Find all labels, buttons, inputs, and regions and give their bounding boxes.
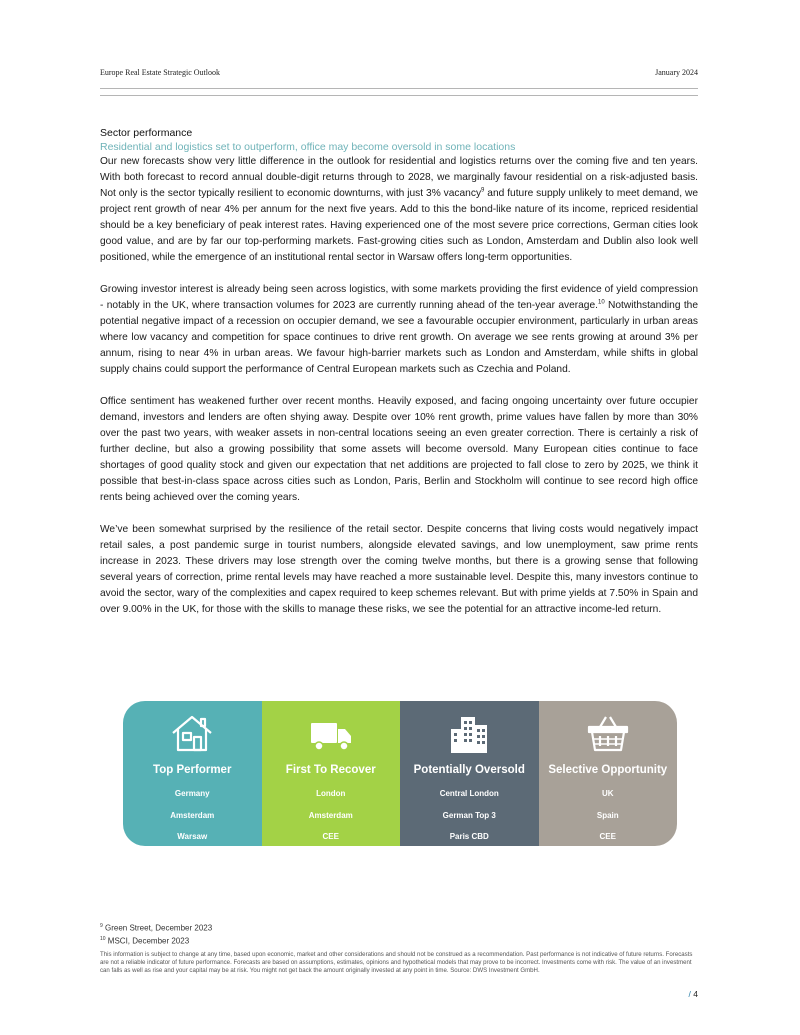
buildings-icon xyxy=(447,713,491,753)
column-item: Paris CBD xyxy=(449,832,489,841)
report-title: Europe Real Estate Strategic Outlook xyxy=(100,68,220,77)
paragraph-logistics xyxy=(100,282,698,378)
footnote-ref[interactable]: 9 xyxy=(481,187,485,194)
column-item: Germany xyxy=(174,789,210,798)
footnote-ref[interactable]: 10 xyxy=(597,299,605,306)
column-title: Selective Opportunity xyxy=(548,764,668,776)
page-slash: / xyxy=(688,989,691,999)
column-item: CEE xyxy=(599,832,616,841)
column-item: London xyxy=(316,789,346,798)
column-selective-opportunity xyxy=(539,701,678,846)
column-title: Top Performer xyxy=(153,764,232,776)
footnotes xyxy=(100,921,700,946)
paragraph-text: Growing investor interest is already being seen across logistics, with some markets providing the first evidence of yield compression - notably in the UK, where transaction volumes for 2023 are currently running ahead of the ten-year average. xyxy=(100,284,698,311)
section-title: Sector performance xyxy=(100,127,193,139)
footnote-9 xyxy=(100,921,700,934)
footnote-10 xyxy=(100,934,700,947)
column-item: Amsterdam xyxy=(308,811,353,820)
paragraph-text: Our new forecasts show very little difference in the outlook for residential and logistics returns over the coming five and ten years. With both forecast to record annual double-digit returns through to 2028, we marginally favour residential on a risk-adjusted basis. Not only is the sector typically resilient to economic downturns, with just 3% vacancy xyxy=(100,156,698,199)
paragraph-text: Notwithstanding the potential negative impact of a recession on occupier demand, we see a favourable occupier environment, particularly in urban areas where low vacancy and competition for space continues to drive rent growth. On average we see rents growing at around 3% per annum, rising to near 4% in urban areas. We favour high-barrier markets such as London and Amsterdam, while shifts in global supply chains could support the performance of Central European markets such as Czechia and Poland. xyxy=(100,300,699,375)
column-first-to-recover xyxy=(262,701,401,846)
column-top-performer xyxy=(123,701,262,846)
report-date: January 2024 xyxy=(655,68,698,77)
disclaimer: This information is subject to change at any time, based upon economic, market and other considerations and should not be construed as a recommendation. Past performance is not indicative of future returns. Forecasts are not a reliable indicator of future performance. Forecasts are based on assumptions, estimates, opinions and hypothetical models that may prove to be incorrect. Investments come with risk. The value of an investment can falls as well as rise and your capital may be at risk. You might not get back the amount originally invested at any point in time. Source: DWS Investment GmbH. xyxy=(100,951,693,974)
header-rule-bottom xyxy=(100,95,698,96)
column-item: Spain xyxy=(596,811,619,820)
column-item: German Top 3 xyxy=(442,811,496,820)
header-rule-top xyxy=(100,88,698,89)
paragraph-text: and future supply unlikely to meet demand, we project rent growth of near 4% per annum for the next five years. Add to this the bond-like nature of its income, repriced residential should be a key beneficiary of peak interest rates. Having experienced one of the most severe price corrections, German cities look good value, and are by far our top-performing markets. Fast-growing cities such as London, Amsterdam and Dublin also look well positioned, while the emergence of an institutional rental sector in Warsaw offers long-term opportunities. xyxy=(100,188,698,263)
column-item: CEE xyxy=(322,832,339,841)
column-item: Central London xyxy=(439,789,499,798)
paragraph-residential xyxy=(100,154,698,266)
paragraph-retail: We’ve been somewhat surprised by the resilience of the retail sector. Despite concerns that living costs would negatively impact retail sales, a post pandemic surge in tourist numbers, alongside elevated savings, and low unemployment, saw prime rents increase in 2023. These drivers may lose strength over the coming twelve months, but there is a growing sense that following several years of correction, prime rental levels may have reached a more sustainable level. Despite this, many investors continue to avoid the sector, wary of the complexities and capex required to keep schemes relevant. But with prime yields at 7.50% in Spain and over 9.00% in the UK, for those with the skills to manage these risks, we see the potential for an attractive income-led return. xyxy=(100,524,698,615)
column-item: UK xyxy=(601,789,614,798)
column-potentially-oversold xyxy=(400,701,539,846)
column-item: Amsterdam xyxy=(170,811,215,820)
section-subtitle: Residential and logistics set to outperform, office may become oversold in some locations xyxy=(100,141,516,153)
basket-icon xyxy=(586,713,630,753)
column-title: First To Recover xyxy=(285,764,376,776)
house-icon xyxy=(170,713,214,753)
footnote-text: MSCI, December 2023 xyxy=(105,936,190,946)
paragraph-office: Office sentiment has weakened further over recent months. Heavily exposed, and facing ongoing uncertainty over future occupier demand, investors and lenders are often shying away. Despite over 10% rent growth, prime values have fallen by more than 30% over the past two years, with weaker assets in non-central locations seeing an even greater correction. There is certainly a risk of further decline, but also a growing possibility that some assets will become oversold. Many European cities continue to face shortages of good quality stock and given our expectation that net additions are projected to fall close to zero by 2025, we think it possible that best-in-class space across cities such as London, Paris, Berlin and Stockholm will continue to see record high office rents being achieved over the coming years. xyxy=(100,396,698,503)
column-title: Potentially Oversold xyxy=(413,764,525,776)
main-content xyxy=(100,126,698,634)
footnote-number: 10 xyxy=(100,935,106,942)
footnote-number: 9 xyxy=(100,923,103,929)
page-number xyxy=(689,989,698,999)
page-number-value: 4 xyxy=(693,989,698,999)
truck-icon xyxy=(309,713,353,753)
column-item: Warsaw xyxy=(177,832,208,841)
footnote-text: Green Street, December 2023 xyxy=(102,923,213,933)
sector-infographic xyxy=(123,701,677,846)
